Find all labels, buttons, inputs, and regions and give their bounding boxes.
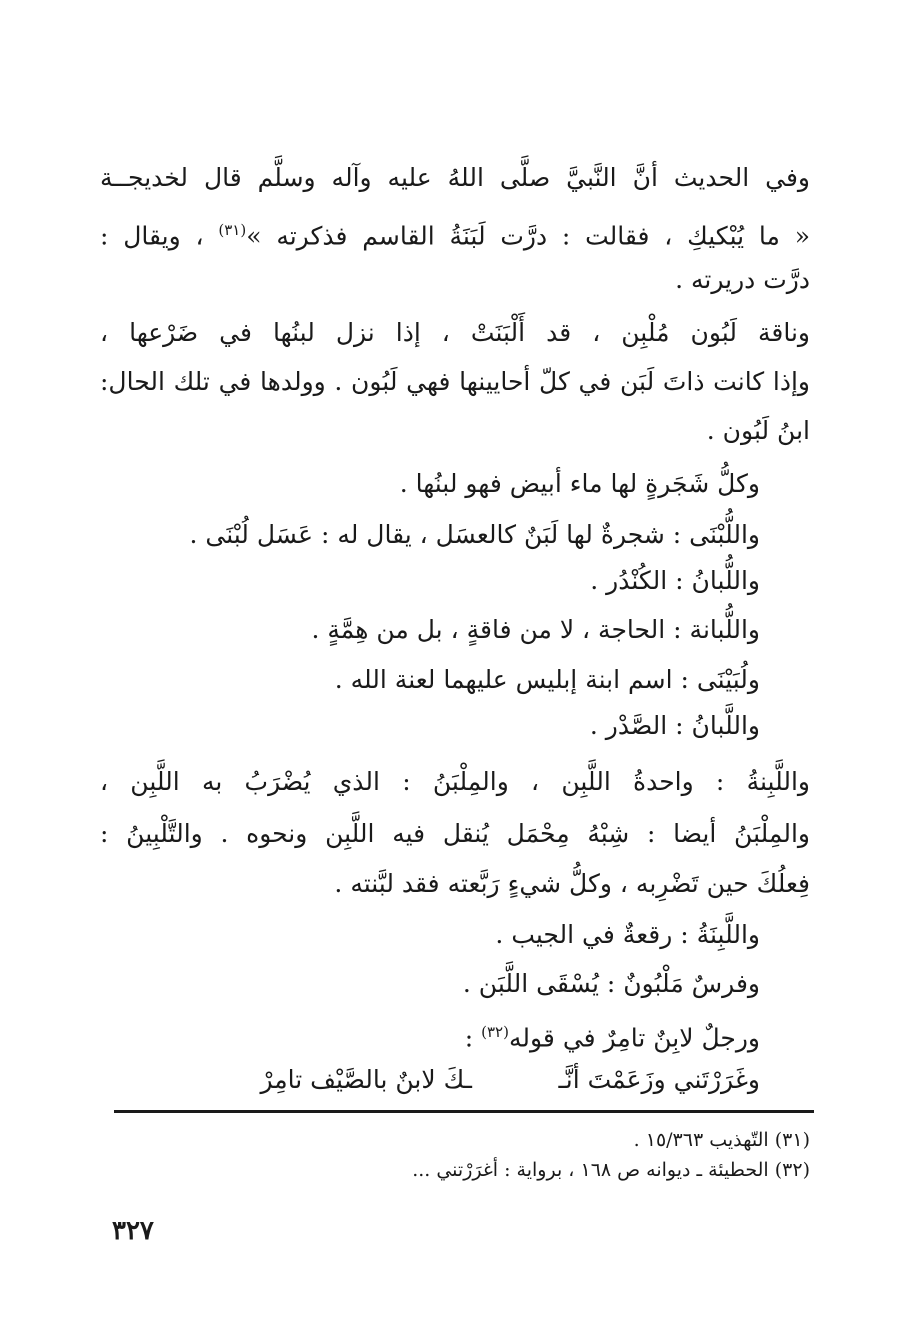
verse-hemistich-1: وغَرَرْتَني وزَعَمْتَ أنَّـ	[558, 1065, 760, 1094]
text-line: وفي الحديث أنَّ النَّبيَّ صلَّى اللهُ عليه وآله وسلَّم قال لخديجــة	[100, 163, 810, 192]
entry-line: واللُّبْنَى : شجرةٌ لها لَبَنٌ كالعسَل ، يقال له : عَسَل لُبْنَى .	[189, 520, 760, 549]
verse-hemistich-2: ـكَ لابنٌ بالصَّيْف تامِرْ	[260, 1065, 472, 1094]
footnote-ref: (٣٢)	[481, 1023, 509, 1041]
entry-line: واللُّبانُ : الكُنْدُر .	[590, 566, 760, 595]
text-line: وإذا كانت ذاتَ لَبَن في كلّ أحايينها فهي لَبُون . وولدها في تلك الحال:	[100, 367, 810, 396]
entry-line: واللُّبانة : الحاجة ، لا من فاقةٍ ، بل من هِمَّةٍ .	[311, 615, 760, 644]
footnote: (٣٢) الحطيئة ـ ديوانه ص ١٦٨ ، برواية : أغرَرْتني ...	[412, 1159, 810, 1181]
text-line: واللَّبِنةُ : واحدةُ اللَّبِن ، والمِلْبَنُ : الذي يُضْرَبُ به اللَّبِن ،	[100, 767, 810, 796]
entry-line: واللَّبِنَةُ : رقعةٌ في الجيب .	[495, 920, 760, 949]
text-line: درَّت دريرته .	[675, 265, 810, 294]
text-segment: ورجلٌ لابِنٌ تامِرٌ في قوله	[508, 1023, 760, 1053]
text-segment: :	[464, 1023, 474, 1053]
text-line: ابنُ لَبُون .	[706, 416, 810, 445]
entry-line: وفرسٌ مَلْبُونٌ : يُسْقَى اللَّبَن .	[462, 969, 760, 998]
text-segment: « ما يُبْكيكِ ، فقالت : درَّت لَبَنَةُ القاسم فذكرته »	[246, 221, 811, 251]
footnote: (٣١) التّهذيب ١٥/٣٦٣ .	[633, 1129, 810, 1151]
text-line: والمِلْبَنُ أيضا : شِبْهُ مِحْمَل يُنقل فيه اللَّبِن ونحوه . والتَّلْبِينُ :	[100, 819, 810, 848]
text-line	[100, 212, 810, 254]
entry-line	[465, 1014, 760, 1056]
entry-line: واللَّبانُ : الصَّدْر .	[589, 711, 760, 740]
text-line: فِعلُكَ حين تَضْرِبه ، وكلُّ شيءٍ رَبَّعته فقد لبَّنته .	[334, 869, 810, 898]
text-segment: ، ويقال :	[100, 221, 204, 251]
footnote-divider	[114, 1110, 814, 1113]
page-number: ٣٢٧	[112, 1216, 154, 1246]
entry-line: وكلُّ شَجَرةٍ لها ماء أبيض فهو لبنُها .	[399, 469, 760, 498]
footnote-ref: (٣١)	[218, 221, 247, 239]
entry-line: ولُبَيْنَى : اسم ابنة إبليس عليهما لعنة الله .	[334, 665, 760, 694]
text-line: وناقة لَبُون مُلْبِن ، قد أَلْبَنَتْ ، إذا نزل لبنُها في ضَرْعها ،	[100, 318, 810, 347]
